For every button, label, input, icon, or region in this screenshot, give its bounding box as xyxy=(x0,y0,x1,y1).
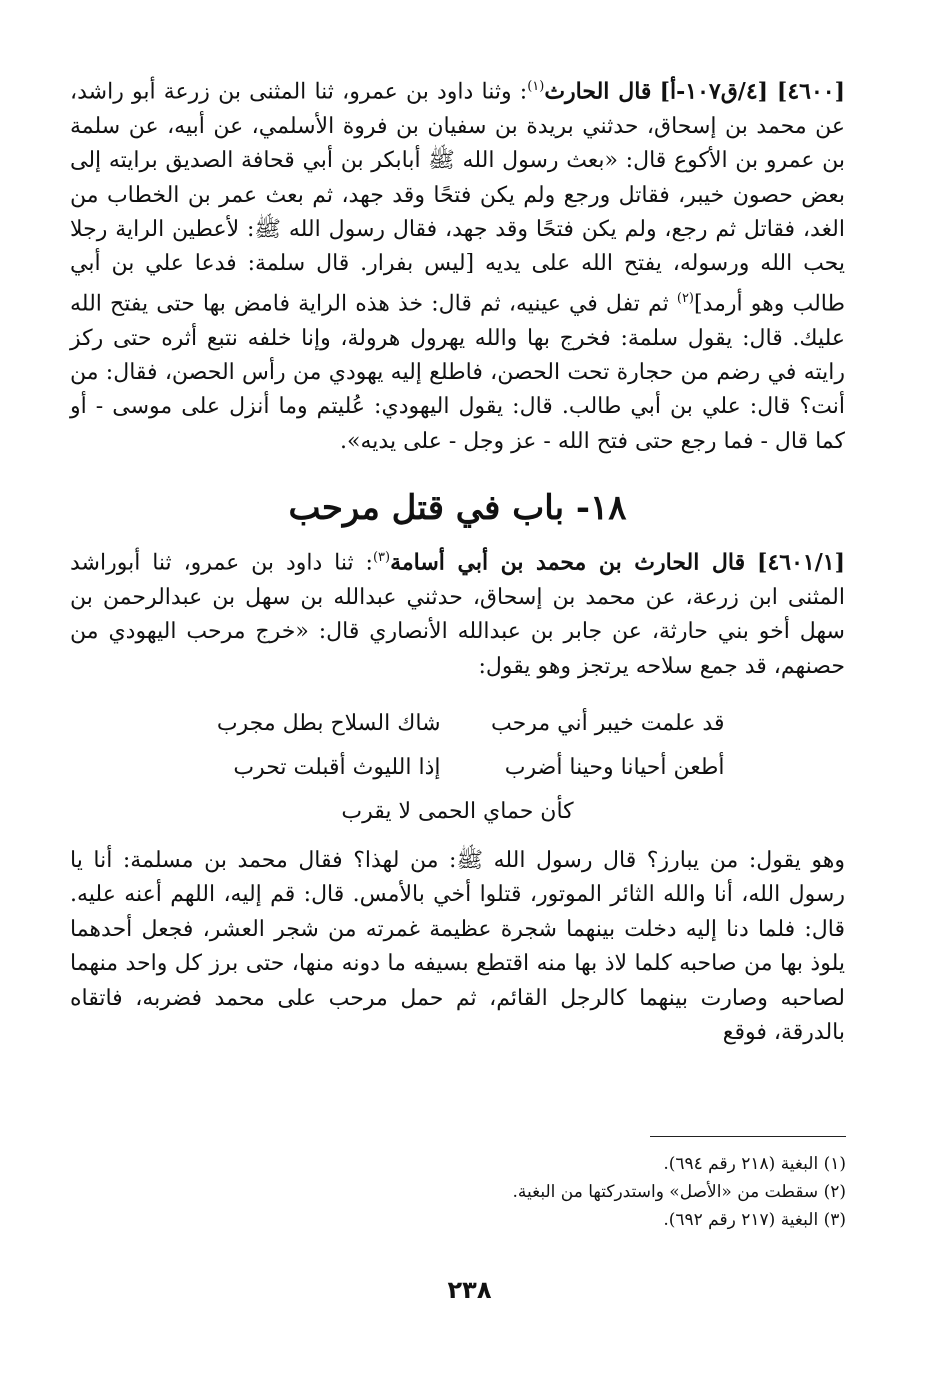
footnote: (٢) سقطت من «الأصل» واستدركتها من البغية. xyxy=(512,1182,846,1202)
hadith-ref: [٤٦٠٠] [٤/ق١٠٧-أ] xyxy=(659,78,845,105)
poem-hemistich: أطعن أحيانا وحينا أضرب xyxy=(504,755,725,781)
hadith-text: ثم تفل في عينيه، ثم قال: خذ هذه الراية فامض بها حتى يفتح الله عليك. قال: يقول سلمة: فخرج بها والله يهرول هرولة، وإنا خلفه نتبع أثره حتى ركز رايته في رضم من حجارة تحت الحصن، فاطلع إليه يهودي من رأس الحصن، فقال: من أنت؟ قال: علي بن أبي طالب. قال: يقول اليهودي: عُليتم وما أنزل على موسى - أو كما قال - فما رجع حتى فتح الله - عز وجل - على يديه». xyxy=(70,291,845,454)
poem-line xyxy=(70,790,845,834)
footnote: (٣) البغية (٢١٧ رقم ٦٩٢). xyxy=(663,1210,846,1230)
poem-line xyxy=(70,702,845,746)
footnote-marker: (٣) xyxy=(372,550,391,566)
footnote: (١) البغية (٢١٨ رقم ٦٩٤). xyxy=(663,1154,846,1174)
footnote-divider xyxy=(650,1136,846,1137)
footnotes xyxy=(430,1150,846,1234)
poem-line xyxy=(70,746,845,790)
poem-hemistich: كأن حماي الحمى لا يقرب xyxy=(341,799,574,825)
poem-hemistich: إذا الليوث أقبلت تحرب xyxy=(233,755,441,781)
hadith-text: : وثنا داود بن عمرو، ثنا المثنى بن زرعة أبو راشد، عن محمد بن إسحاق، حدثني بريدة بن سفيان بن فروة الأسلمي، عن أبيه، عن سلمة بن عمرو بن الأكوع قال: «بعث رسول الله ﷺ أبابكر بن أبي قحافة الصديق برايته إلى بعض حصون خيبر، فقاتل ورجع ولم يكن فتحًا وقد جهد، ثم بعث عمر بن الخطاب من الغد، فقاتل ثم رجع، ولم يكن فتحًا وقد جهد، فقال رسول الله ﷺ: لأعطين الراية رجلا يحب الله ورسوله، يفتح الله على يديه [ليس بفرار. قال سلمة: فدعا علي بن أبي طالب وهو أرمد] xyxy=(70,79,846,317)
page-body xyxy=(70,70,845,1051)
hadith-speaker: قال الحارث xyxy=(544,78,652,105)
hadith-4601 xyxy=(70,541,845,684)
poem-hemistich: قد علمت خيبر أني مرحب xyxy=(491,711,725,737)
hadith-text: : ثنا داود بن عمرو، ثنا أبوراشد المثنى ابن زرعة، عن محمد بن إسحاق، حدثني عبدالله بن سهل بن عبدالرحمن بن سهل أخو بني حارثة، عن جابر بن عبدالله الأنصاري قال: «خرج مرحب اليهودي من حصنهم، قد جمع سلاحه يرتجز وهو يقول: xyxy=(70,550,845,679)
chapter-heading: ١٨- باب في قتل مرحب xyxy=(288,488,627,529)
poem-hemistich: شاك السلاح بطل مجرب xyxy=(216,711,441,737)
footnote-marker: (١) xyxy=(527,79,545,94)
page-number: ٢٣٨ xyxy=(447,1276,492,1304)
footnote-marker: (٢) xyxy=(676,290,694,306)
poem xyxy=(70,702,845,834)
hadith-ref: [٤٦٠١/١] xyxy=(757,549,845,576)
hadith-speaker: قال الحارث بن محمد بن أبي أسامة xyxy=(390,549,746,576)
hadith-4600 xyxy=(70,70,845,459)
continuation-paragraph: وهو يقول: من يبارز؟ قال رسول الله ﷺ: من لهذا؟ فقال محمد بن مسلمة: أنا يا رسول الله، أنا والله الثائر الموتور، قتلوا أخي بالأمس. قال: قم إليه، اللهم أعنه عليه. قال: فلما دنا إليه دخلت بينهما شجرة عظيمة غمرته من شجر العشر، فجعل أحدهما يلوذ بها من صاحبه كلما لاذ بها منه اقتطع بسيفه ما دونه منها، حتى برز كل واحد منهما لصاحبه وصارت بينهما كالرجل القائم، ثم حمل مرحب على محمد فضربه، فاتقاه بالدرقة، فوقع xyxy=(70,848,845,1046)
